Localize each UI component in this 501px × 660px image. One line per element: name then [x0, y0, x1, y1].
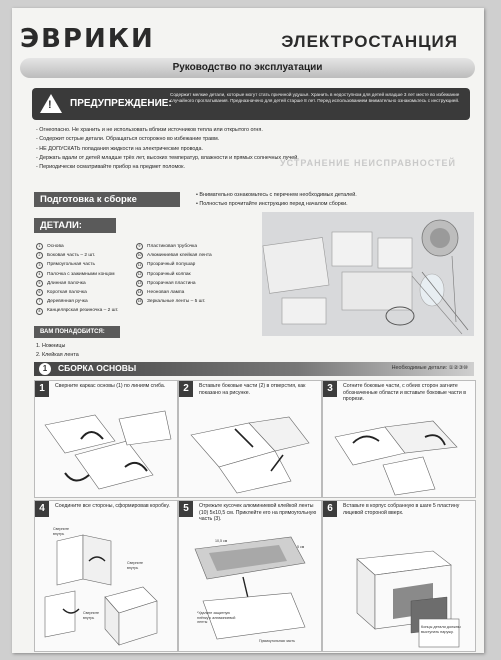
part-item: 6 Короткая палочка — [36, 288, 118, 297]
dimension-label: 5 см — [297, 545, 305, 549]
step-number: 3 — [323, 381, 337, 397]
step-4-illustration — [35, 501, 177, 651]
part-item: 7 Деревянная ручка — [36, 297, 118, 306]
step-5 — [178, 500, 322, 652]
part-item: 10 Алюминиевая клейкая лента — [137, 253, 212, 259]
step-text: Сверните каркас основы (1) по линиям сгиба. — [55, 383, 166, 389]
step-number: 6 — [323, 501, 337, 517]
step-text: Вставьте боковые части (2) в отверстия, как показано на рисунке. — [199, 383, 306, 396]
rect-part-label: Прямоугольная часть — [259, 639, 295, 643]
rule-item: - НЕ ДОПУСКАТЬ попадания жидкости на электрические провода. — [36, 145, 203, 152]
part-item: 8 Канцелярская резиночка – 2 шт. — [36, 306, 118, 315]
fold-label: Сверните внутрь — [53, 527, 70, 536]
part-item: 12 Прозрачный колпак — [137, 271, 191, 277]
part-item: 3 Прямоугольная часть — [36, 260, 118, 269]
step-1-illustration — [35, 381, 177, 497]
section-title: СБОРКА ОСНОВЫ — [58, 363, 137, 373]
step-text: Вставьте в корпус собранную в шаге 5 пластину лицевой стороной вверх. — [343, 503, 460, 516]
parts-list-left — [36, 242, 118, 316]
prep-item: • Полностью прочитайте инструкцию перед началом сборки. — [196, 201, 348, 207]
part-item: 4 Палочка с зажимными концом — [36, 270, 118, 279]
rule-item: - Периодически осматривайте прибор на предмет поломок. — [36, 164, 186, 171]
peel-note: *Удалите защитную плёнку с алюминиевой ленты — [197, 611, 236, 625]
step-number: 5 — [179, 501, 193, 517]
manual-sheet — [12, 8, 484, 653]
step-3 — [322, 380, 476, 498]
safety-rules — [36, 126, 299, 172]
warning-text: Содержит мелкие детали, которые могут стать причиной удушья. Хранить в недоступном для детей младше 3 лет месте во избежание случайного проглатывания. Предназначено для детей старше 8 лет. Перед использованием внимательно ознакомьтесь с инструкцией. — [170, 92, 460, 103]
fold-label: Сверните внутрь — [83, 611, 100, 620]
warning-box — [32, 88, 470, 120]
part-item: 13 Прозрачная пластина — [137, 280, 196, 286]
warning-label: ПРЕДУПРЕЖДЕНИЕ: — [70, 98, 172, 109]
parts-photo — [262, 212, 474, 336]
step-number: 1 — [35, 381, 49, 397]
step-3-illustration — [323, 381, 475, 497]
part-item: 11 Прозрачный полушар — [137, 262, 196, 268]
needed-heading: ВАМ ПОНАДОБИТСЯ: — [34, 326, 120, 338]
needed-item: 2. Клейкая лента — [36, 352, 79, 358]
product-title: ЭЛЕКТРОСТАНЦИЯ — [281, 32, 458, 51]
parts-list-right — [136, 242, 212, 306]
dimension-label: 10,5 см — [215, 539, 228, 543]
faded-heading: УСТРАНЕНИЕ НЕИСПРАВНОСТЕЙ — [280, 158, 456, 168]
step-6 — [322, 500, 476, 652]
rule-item: - Содержит острые детали. Обращаться осторожно во избежание травм. — [36, 136, 220, 143]
warning-icon: ! — [40, 94, 62, 113]
brand-logo: ЭВРИКИ — [20, 24, 155, 54]
parts-photo-illustration — [262, 212, 474, 336]
step-number: 2 — [179, 381, 193, 397]
needed-list — [36, 342, 79, 360]
part-item: 1 Основа — [36, 242, 118, 251]
part-item: 14 Неоновая лампа — [137, 290, 185, 296]
step-text: Отрежьте кусочек алюминиевой клейкой ленты (10) 5х10,5 см. Приклейте его на прямоугольную часть (3). — [199, 503, 317, 523]
ends-note: Концы детали должны выступать наружу. — [421, 625, 461, 634]
step-text: Согните боковые части, с обеих сторон загните обозначенные области и вставьте боковые части в прорези. — [343, 383, 466, 403]
parts-heading: ДЕТАЛИ: — [34, 218, 116, 233]
prep-list — [196, 191, 466, 209]
fold-label: Сверните внутрь — [127, 561, 144, 570]
prep-heading: Подготовка к сборке — [34, 192, 180, 207]
prep-item: • Внимательно ознакомьтесь с перечнем необходимых деталей. — [196, 192, 357, 198]
step-4 — [34, 500, 178, 652]
required-parts: Необходимые детали: ①②③⑩ — [391, 365, 468, 371]
step-2-illustration — [179, 381, 321, 497]
rule-item: - Держать вдали от детей младше трёх лет, высоких температур, влажности и прямых солнечных лучей. — [36, 154, 299, 161]
step-2 — [178, 380, 322, 498]
step-number: 4 — [35, 501, 49, 517]
manual-banner: Руководство по эксплуатации — [20, 58, 475, 78]
base-assembly-bar — [34, 362, 474, 376]
step-5-illustration — [179, 501, 321, 651]
part-item: 9 Пластиковая трубочка — [136, 242, 212, 251]
step-1 — [34, 380, 178, 498]
step-text: Соедините все стороны, сформировав коробку. — [55, 503, 170, 509]
section-number: 1 — [39, 363, 51, 375]
needed-item: 1. Ножницы — [36, 343, 66, 349]
part-item: 5 Длинная палочка — [36, 279, 118, 288]
rule-item: - Огнеопасно. Не хранить и не использовать вблизи источников тепла или открытого огня. — [36, 127, 263, 133]
part-item: 15 Зеркальные ленты – 5 шт. — [137, 299, 206, 305]
part-item: 2 Боковая часть – 2 шт. — [36, 251, 118, 260]
